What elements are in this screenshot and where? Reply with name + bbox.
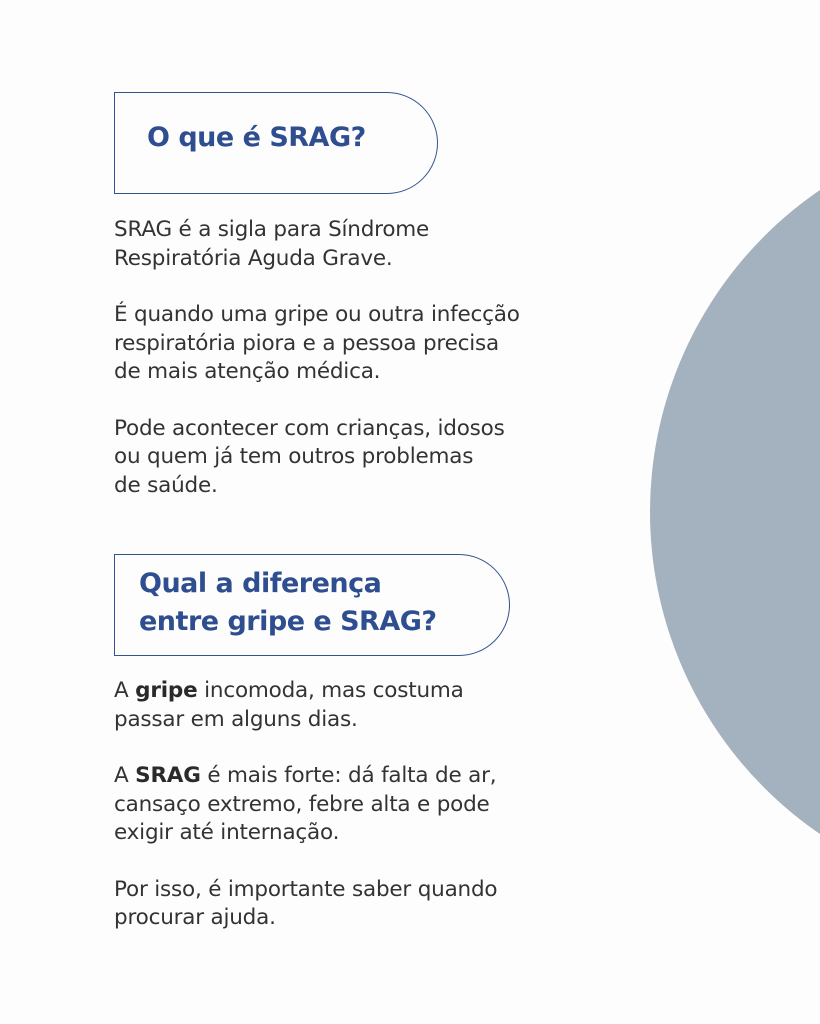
section-heading-box-srag <box>114 92 438 194</box>
bold-term-gripe: gripe <box>135 678 198 703</box>
decorative-circle <box>650 122 820 902</box>
text-fragment: incomoda, mas costuma <box>197 678 464 703</box>
section-heading: O que é SRAG? <box>147 122 366 153</box>
heading-line: Qual a diferença <box>139 568 382 599</box>
paragraph <box>114 216 584 273</box>
text-line: de mais atenção médica. <box>114 359 381 384</box>
text-line: respiratória piora e a pessoa precisa <box>114 330 499 356</box>
text-line: Pode acontecer com crianças, idosos <box>114 415 505 441</box>
text-line: procurar ajuda. <box>114 905 276 930</box>
paragraph-conclusion <box>114 876 584 933</box>
section-body-srag <box>114 216 584 528</box>
paragraph <box>114 415 584 501</box>
text-line: exigir até internação. <box>114 820 340 845</box>
bold-term-srag: SRAG <box>135 763 201 788</box>
text-fragment: é mais forte: dá falta de ar, <box>200 763 497 788</box>
section-body-difference <box>114 677 584 961</box>
text-line: É quando uma gripe ou outra infecção <box>114 302 520 327</box>
heading-line: entre gripe e SRAG? <box>139 606 437 637</box>
paragraph <box>114 301 584 387</box>
paragraph-gripe <box>114 677 584 734</box>
paragraph-srag <box>114 762 584 848</box>
text-line: ou quem já tem outros problemas <box>114 444 474 469</box>
text-line: SRAG é a sigla para Síndrome <box>114 217 430 242</box>
text-fragment: A <box>114 763 136 788</box>
text-line: Por isso, é importante saber quando <box>114 876 498 902</box>
text-line: Respiratória Aguda Grave. <box>114 245 393 271</box>
text-line: passar em alguns dias. <box>114 706 358 732</box>
text-line: de saúde. <box>114 472 218 498</box>
text-fragment: A <box>114 678 136 703</box>
text-line: cansaço extremo, febre alta e pode <box>114 791 490 817</box>
section-heading-box-difference <box>114 554 510 656</box>
section-heading <box>139 565 437 641</box>
